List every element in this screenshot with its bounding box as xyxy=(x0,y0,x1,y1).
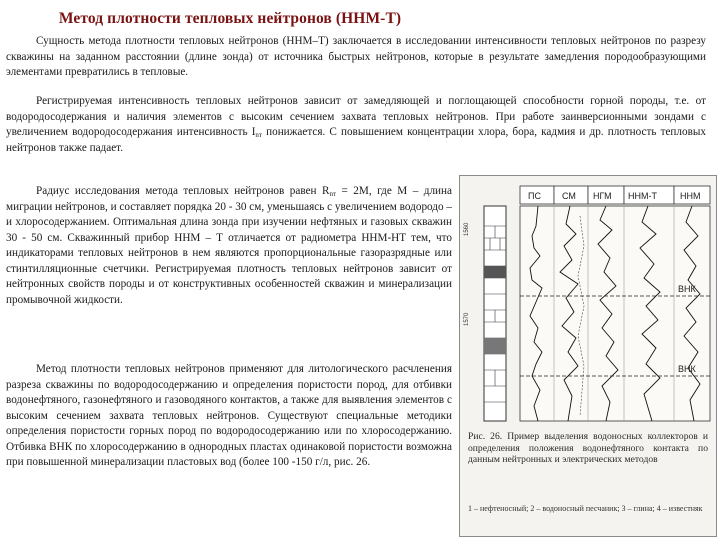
col-header-nnm-t: ННМ-Т xyxy=(628,191,657,201)
log-figure xyxy=(459,175,717,537)
slide-title: Метод плотности тепловых нейтронов (ННМ-Т) xyxy=(58,10,402,27)
well-log-diagram xyxy=(460,176,716,431)
col-header-ps: ПС xyxy=(528,191,541,201)
paragraph-radius xyxy=(6,184,452,308)
paragraph-radius-text: Радиус исследования метода тепловых нейтронов равен R xyxy=(36,185,330,197)
paragraph-essence: Сущность метода плотности тепловых нейтронов (ННМ–Т) заключается в исследовании интенсивности тепловых нейтронов по разрезу скважины на заданном расстоянии (длине зонда) от источника быстрых нейтронов, которые в результате замедления породообразующими элементами превратились в тепловые. xyxy=(6,35,706,79)
col-header-sm: СМ xyxy=(562,191,576,201)
depth-label-1570: 1570 xyxy=(464,312,470,326)
paragraph-application: Метод плотности тепловых нейтронов применяют для литологического расчленения разреза скважины по водородосодержанию и определения пористости пород, для отбивки водонефтяного, газонефтяного и газоводяного контактов, а также для выявления элементов с высоким сечением захвата тепловых нейтронов. Существуют специальные методики определения пористости горных пород по водородосодержанию или по хлоросодержанию. Отбивка ВНК по хлоросодержанию в однородных пластах одинаковой пористости возможна при повышенной минерализации пластовых вод (более 100 -150 г/л, рис. 26. xyxy=(6,363,452,469)
col-header-nnm: ННМ xyxy=(680,191,701,201)
intensity-subscript: nт xyxy=(255,131,262,140)
radius-subscript: nт xyxy=(329,190,337,198)
paragraph-radius-text-2: = 2M, где M – длина миграции нейтронов, и составляет порядка 20 - 30 см, уменьшаясь с увеличением водородо – и хлоросодержанием. Оптимальная длина зонда при изучении нефтяных и газовых скважин 30 - 50 см. Скважинный прибор ННМ – Т отличается от радиометра ННМ-НТ тем, что индикаторами тепловых нейтронов в нем являются пропорциональные газоразрядные или стинтилляционные счетчики. Регистрируемая плотность тепловых нейтронов зависит от нейтронных свойств породы и от конструктивных особенностей скважин и минерализации промывочной жидкости. xyxy=(6,185,452,306)
col-header-ngm: НГМ xyxy=(593,191,612,201)
marker-vnk-2: ВНК xyxy=(678,364,696,374)
figure-legend: 1 – нефтеносный; 2 – водоносный песчаник; 3 – глина; 4 – известняк xyxy=(468,504,703,513)
marker-vnk-1: ВНК xyxy=(678,284,696,294)
paragraph-intensity xyxy=(6,94,706,156)
paragraph-intensity-text: Регистрируемая интенсивность тепловых нейтронов зависит от замедляющей и поглощающей способности горной породы, т.е. от водородосодержания и наличия элементов с высоким сечением захвата тепловых нейтронов. При работе заинверсионными зондами с увеличением водородосодержания интенсивность I xyxy=(6,95,706,139)
figure-caption: Рис. 26. Пример выделения водоносных коллекторов и определения положения водонефтяного контакта по данным нейтронных и электрических методов xyxy=(468,431,708,466)
depth-label-1560: 1560 xyxy=(464,222,470,236)
paragraph-intensity-text-2: понижается. С повышением концентрации хлора, бора, кадмия и др. плотность тепловых нейтронов также падает. xyxy=(6,126,706,154)
